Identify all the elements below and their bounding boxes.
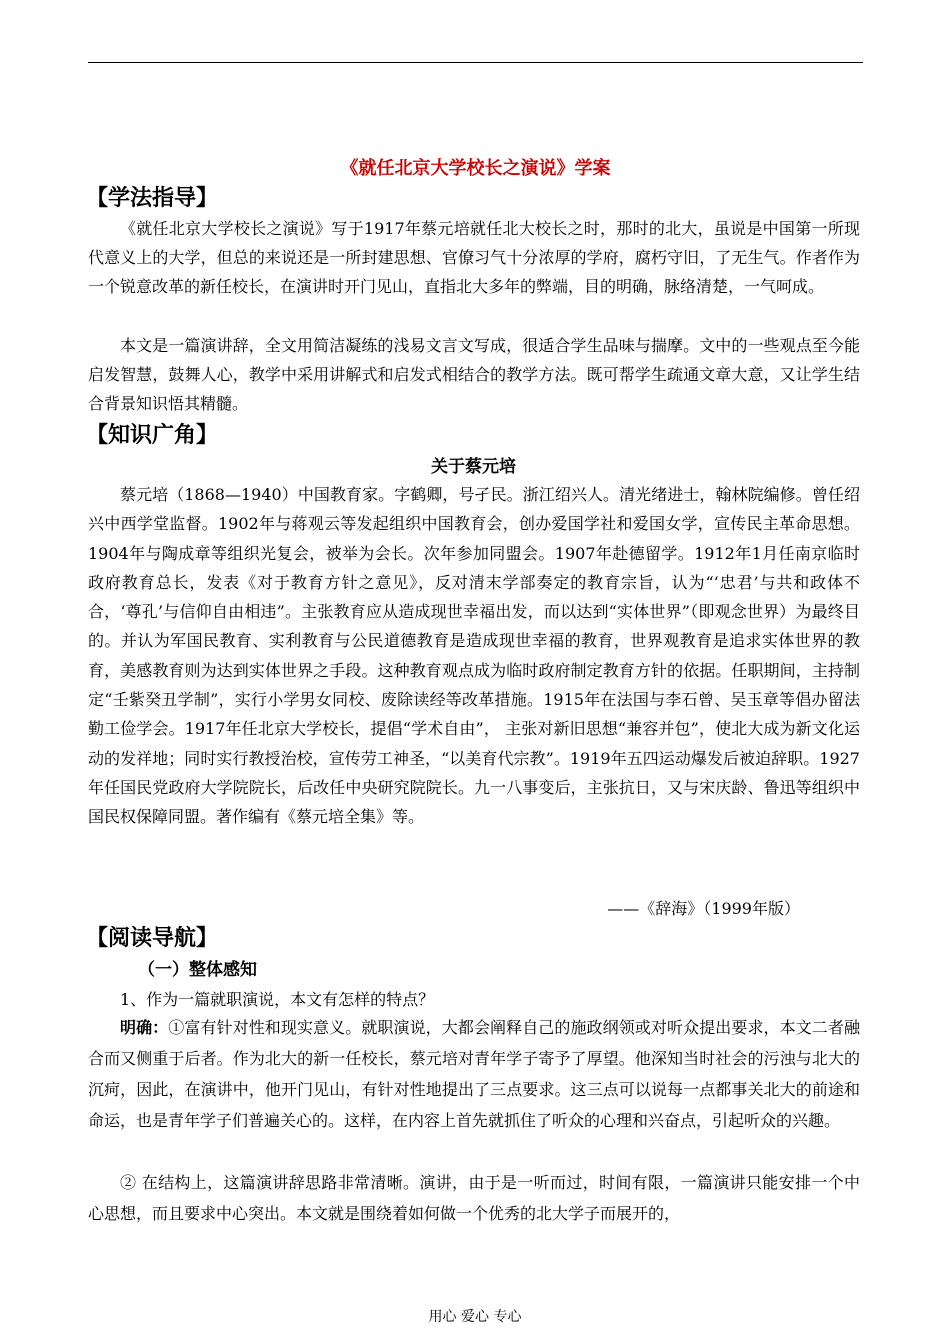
reading-part-heading: （一）整体感知 [138,960,257,980]
method-paragraph-2: 本文是一篇演讲辞，全文用简洁凝练的浅易文言文写成，很适合学生品味与揣摩。文中的一些观点至今能启发智慧，鼓舞人心，教学中采用讲解式和启发式相结合的教学方法。既可帮学生疏通文章大意，又让学生结合背景知识悟其精髓。 [88,336,860,413]
answer-paragraph-2: ② 在结构上，这篇演讲辞思路非常清晰。演讲，由于是一听而过，时间有限，一篇演讲只能安排一个中心思想，而且要求中心突出。本文就是围绕着如何做一个优秀的北大学子而展开的， [88,1173,860,1223]
knowledge-subtitle: 关于蔡元培 [431,457,516,477]
section-heading-reading: 【阅读导航】 [86,926,219,951]
citation-source: ——《辞海》（1999年版） [607,899,800,918]
page-title: 《就任北京大学校长之演说》学案 [340,158,611,179]
page-footer: 用心 爱心 专心 [428,1309,522,1325]
answer-label: 明确： [120,1018,169,1037]
answer-text-1: ①富有针对性和现实意义。就职演说，大都会阐释自己的施政纲领或对听众提出要求，本文二者融合而又侧重于后者。作为北大的新一任校长，蔡元培对青年学子寄予了厚望。他深知当时社会的污浊与北大的沉疴，因此，在演讲中，他开门见山，有针对性地提出了三点要求。这三点可以说每一点都事关北大的前途和命运，也是青年学子们普遍关心的。这样，在内容上首先就抓住了听众的心理和兴奋点，引起听众的兴趣。 [88,1018,860,1130]
section-heading-method: 【学法指导】 [86,186,219,211]
section-heading-knowledge: 【知识广角】 [86,423,219,448]
question-1: 1、作为一篇就职演说，本文有怎样的特点？ [120,990,435,1009]
header-rule [88,62,863,63]
answer-paragraph-1 [88,1012,860,1136]
method-paragraph-1: 《就任北京大学校长之演说》写于1917年蔡元培就任北大校长之时，那时的北大，虽说是中国第一所现代意义上的大学，但总的来说还是一所封建思想、官僚习气十分浓厚的学府，腐朽守旧，了无生气。作者作为一个锐意改革的新任校长，在演讲时开门见山，直指北大多年的弊端，目的明确，脉络清楚，一气呵成。 [88,219,860,296]
knowledge-paragraph: 蔡元培（1868—1940）中国教育家。字鹤卿，号孑民。浙江绍兴人。清光绪进士，翰林院编修。曾任绍兴中西学堂监督。1902年与蒋观云等发起组织中国教育会，创办爱国学社和爱国女学，宣传民主革命思想。1904年与陶成章等组织光复会，被举为会长。次年参加同盟会。1907年赴德留学。1912年1月任南京临时政府教育总长，发表《对于教育方针之意见》，反对清末学部奏定的教育宗旨，认为“‘忠君’与共和政体不合，‘尊孔’与信仰自由相违”。主张教育应从造成现世幸福出发，而以达到“实体世界”（即观念世界）为最终目的。并认为军国民教育、实利教育与公民道德教育是造成现世幸福的教育，世界观教育是追求实体世界的教育，美感教育则为达到实体世界之手段。这种教育观点成为临时政府制定教育方针的依据。任职期间，主持制定“壬紫癸丑学制”，实行小学男女同校、废除读经等改革措施。1915年在法国与李石曾、吴玉章等倡办留法勤工俭学会。1917年任北京大学校长，提倡“学术自由”， 主张对新旧思想“兼容并包”，使北大成为新文化运动的发祥地；同时实行教授治校，宣传劳工神圣，“以美育代宗教”。1919年五四运动爆发后被迫辞职。1927年任国民党政府大学院院长，后改任中央研究院院长。九一八事变后，主张抗日，又与宋庆龄、鲁迅等组织中国民权保障同盟。著作编有《蔡元培全集》等。 [88,485,860,827]
